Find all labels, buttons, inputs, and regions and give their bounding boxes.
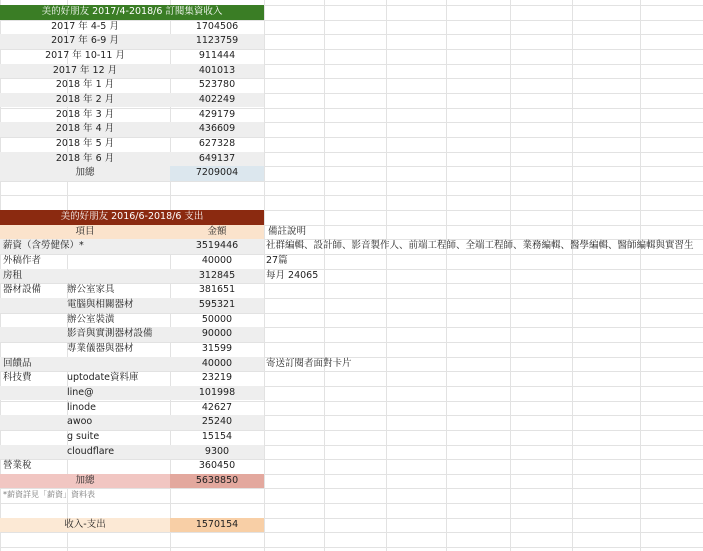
expense-amount-cell[interactable]: 31599 [201, 342, 233, 354]
income-period-cell[interactable]: 2018 年 3 月 [55, 108, 115, 120]
expense-note-cell[interactable]: 27篇 [266, 255, 288, 267]
expense-subitem-cell[interactable]: line@ [67, 386, 94, 398]
income-period-cell[interactable]: 2018 年 5 月 [55, 137, 115, 149]
income-amount-cell[interactable]: 429179 [198, 108, 236, 120]
expense-amount-cell[interactable]: 15154 [201, 430, 233, 442]
expense-amount-cell[interactable]: 40000 [201, 255, 233, 267]
grid-row-line [0, 181, 703, 182]
expense-note-cell[interactable]: 社群編輯、設計師、影音製作人、前端工程師、全端工程師、業務編輯、醫學編輯、醫師編輯與實習生 [266, 240, 694, 252]
expense-amount-cell[interactable]: 595321 [198, 299, 236, 310]
expense-total-value[interactable]: 5638850 [195, 474, 239, 486]
expense-amount-cell[interactable]: 23219 [201, 372, 233, 384]
expense-amount-cell[interactable]: 3519446 [195, 240, 239, 252]
expense-amount-cell[interactable]: 90000 [201, 328, 233, 340]
expense-category-cell[interactable]: 房租 [3, 269, 23, 281]
expense-subitem-cell[interactable]: 影音與實測器材設備 [67, 328, 153, 340]
expense-subitem-cell[interactable]: 專業儀器與器材 [67, 342, 134, 354]
income-amount-cell[interactable]: 402249 [198, 93, 236, 105]
income-period-cell[interactable]: 2017 年 6-9 月 [51, 35, 119, 47]
expense-amount-cell[interactable]: 9300 [204, 445, 230, 457]
income-period-cell[interactable]: 2018 年 1 月 [55, 79, 115, 91]
expense-category-cell[interactable]: 營業稅 [3, 460, 32, 472]
expense-header-item[interactable]: 項目 [75, 225, 95, 237]
expense-category-cell[interactable]: 薪資（含勞健保）* [3, 240, 84, 252]
income-period-cell[interactable]: 2017 年 12 月 [52, 64, 118, 76]
expense-header-note[interactable]: 備註說明 [268, 225, 307, 237]
expense-category-cell[interactable]: 回饋品 [3, 357, 32, 369]
grid-row-line [0, 195, 703, 196]
income-period-cell[interactable]: 2018 年 4 月 [55, 123, 115, 135]
income-amount-cell[interactable]: 1704506 [195, 20, 239, 32]
income-period-cell[interactable]: 2018 年 6 月 [55, 152, 115, 164]
expense-note-cell[interactable]: 寄送訂閱者面對卡片 [266, 357, 352, 369]
expense-subitem-cell[interactable]: awoo [67, 416, 93, 428]
expense-subitem-cell[interactable]: 辦公室家具 [67, 284, 115, 296]
expense-amount-cell[interactable]: 40000 [201, 357, 233, 369]
balance-label[interactable]: 收入-支出 [64, 518, 106, 530]
income-amount-cell[interactable]: 1123759 [195, 35, 239, 47]
expense-category-cell[interactable]: 器材設備 [3, 284, 42, 296]
grid-row-line [0, 532, 703, 533]
balance-value[interactable]: 1570154 [195, 518, 239, 530]
expense-amount-cell[interactable]: 312845 [198, 269, 236, 281]
expense-footnote[interactable]: *薪資詳見「薪資」資料表 [3, 490, 95, 500]
income-total-label[interactable]: 加總 [75, 167, 95, 179]
expense-subitem-cell[interactable]: 辦公室裝潢 [67, 313, 115, 325]
income-period-cell[interactable]: 2018 年 2 月 [55, 93, 115, 105]
expense-amount-cell[interactable]: 50000 [201, 313, 233, 325]
expense-note-cell[interactable]: 每月 24065 [266, 269, 319, 281]
income-amount-cell[interactable]: 436609 [198, 123, 236, 135]
income-period-cell[interactable]: 2017 年 4-5 月 [51, 20, 119, 32]
income-amount-cell[interactable]: 627328 [198, 137, 236, 149]
expense-amount-cell[interactable]: 42627 [201, 401, 233, 413]
expense-subitem-cell[interactable]: linode [67, 401, 96, 413]
expense-amount-cell[interactable]: 25240 [201, 416, 233, 428]
expense-amount-cell[interactable]: 360450 [198, 460, 236, 472]
income-amount-cell[interactable]: 401013 [198, 64, 236, 76]
expense-category-cell[interactable]: 科技費 [3, 372, 32, 384]
expense-subitem-cell[interactable]: 電腦與相關器材 [67, 299, 134, 310]
expense-amount-cell[interactable]: 381651 [198, 284, 236, 296]
expense-subitem-cell[interactable]: g suite [67, 430, 100, 442]
expense-amount-cell[interactable]: 101998 [198, 386, 236, 398]
income-amount-cell[interactable]: 523780 [198, 79, 236, 91]
income-amount-cell[interactable]: 649137 [198, 152, 236, 164]
income-period-cell[interactable]: 2017 年 10-11 月 [45, 49, 125, 61]
expense-total-label[interactable]: 加總 [75, 474, 95, 486]
income-amount-cell[interactable]: 911444 [198, 49, 236, 61]
income-total-value[interactable]: 7209004 [195, 167, 239, 179]
income-title[interactable]: 美的好朋友 2017/4-2018/6 訂閱集資收入 [41, 6, 223, 17]
expense-title[interactable]: 美的好朋友 2016/6-2018/6 支出 [60, 211, 204, 223]
expense-subitem-cell[interactable]: cloudflare [67, 445, 115, 457]
grid-row-line [0, 503, 703, 504]
expense-category-cell[interactable]: 外稿作者 [3, 255, 42, 267]
grid-row-line [0, 547, 703, 548]
expense-subitem-cell[interactable]: uptodate資料庫 [67, 372, 139, 384]
expense-header-amount[interactable]: 金額 [207, 225, 227, 237]
